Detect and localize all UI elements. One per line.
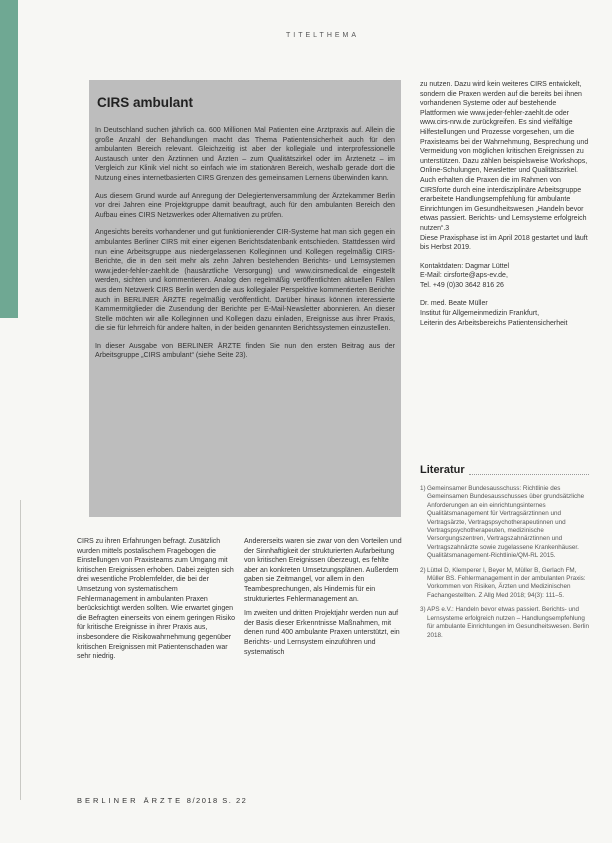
author-institute: Institut für Allgemeinmedizin Frankfurt, [420, 310, 540, 318]
box-title: CIRS ambulant [97, 95, 194, 110]
section-header: TITELTHEMA [286, 32, 360, 39]
article-column-1 [77, 537, 237, 667]
literatur-text: Lüttel D, Klemperer I, Beyer M, Müller B, Gerlach FM, Müller BS. Fehlermanagement in der ambulanten Praxis: Vorkommen von Risiken, Ärzten und Medizinischen Fachangestellten. Z Allg Med 2018; 94(3): 111–5. [427, 566, 586, 599]
literatur-number: 1) [420, 485, 426, 492]
column-paragraph: Andererseits waren sie zwar von den Vorteilen und der Sinnhaftigkeit der strukturierten Aufarbeitung von kritischen Ereignissen überzeugt, es fehlte aber an konkreten Umsetzungsplänen. Außerdem gaben sie Zeitmangel, vor allem in den Teambesprechungen, als Hindernis für ein strukturiertes Fehlermanagement an. [244, 538, 402, 603]
article-column-3 [420, 80, 590, 328]
green-side-bar [0, 0, 18, 318]
contact-phone: Tel. +49 (0)30 3642 816 26 [420, 281, 504, 289]
author-role: Leiterin des Arbeitsbereichs Patientensicherheit [420, 319, 568, 327]
author-name: Dr. med. Beate Müller [420, 300, 488, 308]
box-paragraph: In dieser Ausgabe von BERLINER ÄRZTE finden Sie nun den ersten Beitrag aus der Arbeitsgruppe „CIRS ambulant“ (siehe Seite 23). [95, 341, 395, 360]
column-paragraph: zu nutzen. Dazu wird kein weiteres CIRS entwickelt, sondern die Praxen werden auf die bereits bei ihnen vorhandenen Systeme oder auf bestehende Plattformen wie www.jeder-fehler-zaehlt.de oder www.cirs-nrw.de zurückgreifen. Es sind vielfältige Hilfestellungen und Prozesse vorgesehen, um die Praxisteams bei der Wahrnehmung, Besprechung und Vermeidung von möglichen kritischen Ereignissen zu unterstützen. Dazu zählen beispielsweise Workshops, Online-Schulungen, Newsletter und Qualitätszirkel. Auch erhalten die Praxen die im Rahmen von CIRSforte durch eine interdisziplinäre Arbeitsgruppe erarbeitete Handlungsempfehlung für ambulante Einrichtungen im Gesundheitswesen „Handeln bevor etwas passiert. Berichts- und Lernsysteme erfolgreich nutzen“.3 [420, 81, 589, 232]
literatur-list [420, 485, 592, 646]
literatur-item [420, 606, 592, 640]
column-paragraph: Diese Praxisphase ist im April 2018 gestartet und läuft bis Herbst 2019. [420, 234, 588, 252]
literatur-heading: Literatur [420, 464, 465, 476]
column-paragraph: CIRS zu ihren Erfahrungen befragt. Zusätzlich wurden mittels postalischem Fragebogen die Einstellungen von Praxisteams zum Umgang mit kritischen Ereignissen erhoben. Dabei zeigten sich drei wesentliche Problemfelder, die bei der Umsetzung von systematischem Fehlermanagement in ambulanten Praxen berücksichtigt werden sollten. Wie erwartet gingen die Befragten einerseits von einem geringen Risiko für kritische Ereignisse in ihrer Praxis aus, insbesondere die Risikowahrnehmung gegenüber kritischen Ereignissen mit Patientenschaden war sehr niedrig. [77, 538, 235, 661]
literatur-item [420, 567, 592, 601]
box-paragraph: Angesichts bereits vorhandener und gut funktionierender CIR-Systeme hat man sich gegen ein ambulantes Berliner CIRS mit einer eigenen Berichtsdatenbank entschieden. Stattdessen wird nun eine Arbeitsgruppe aus niedergelassenen Kolleginnen und Kollegen regelmäßig CIRS-Berichte, die in den seit mehr als zehn Jahren bestehenden Berichts- und Lernsystemen www.jeder-fehler-zaehlt.de (hausärztliche Versorgung) und www.cirsmedical.de eingestellt werden, sichten und kommentieren. Analog den regelmäßig veröffentlichten aktuellen Fällen aus dem Netzwerk CIRS Berlin werden die aus kollegialer Perspektive kommentierten Berichte auch in BERLINER ÄRZTE regelmäßig veröffentlicht. Darüber hinaus können interessierte Kammermitglieder die Zusendung der Berichte per E-Mail-Newsletter abonnieren. An dieser Stelle möchten wir alle Kolleginnen und Kollegen dazu einladen, Ereignisse aus ihrer Praxis, die sie für lehrreich für andere halten, in der beiden genannten Berichtssystemen einzustellen. [95, 228, 395, 333]
column-paragraph: Im zweiten und dritten Projektjahr werden nun auf der Basis dieser Erkenntnisse Maßnahmen, mit denen rund 400 ambulante Praxen unterstützt, ein Berichts- und Lernsystem einzuführen und systematisch [244, 610, 400, 656]
box-paragraph: Aus diesem Grund wurde auf Anregung der Delegiertenversammlung der Ärztekammer Berlin vor drei Jahren eine Projektgruppe damit beauftragt, auch für den ambulanten Bereich den Aufbau eines CIRS Netzwerkes oder Alternativen zu prüfen. [95, 191, 395, 219]
issue-page: 8/2018 S. 22 [186, 796, 248, 805]
contact-email: E-Mail: cirsforte@aps-ev.de, [420, 272, 508, 280]
literatur-text: Gemeinsamer Bundesausschuss: Richtlinie des Gemeinsamen Bundesausschusses über grundsätzliche Anforderungen an ein einrichtungsinternes Qualitätsmanagement für Vertragsärztinnen und Vertragsärzte, Vertragspsychotherapeutinnen und Vertragspsychotherapeuten, medizinische Versorgungszentren, Vertragszahnärztinnen und Vertragszahnärzte sowie zugelassene Krankenhäuser. Qualitätsmanagement-Richtlinie/QM-RL 2015. [427, 485, 585, 560]
contact-name: Kontaktdaten: Dagmar Lüttel [420, 262, 510, 270]
page-edge-line [20, 500, 21, 800]
literatur-text: APS e.V.: Handeln bevor etwas passiert. Berichts- und Lernsysteme erfolgreich nutzen – Handlungsempfehlung für ambulante Einrichtungen im Gesundheitswesen. Berlin 2018. [427, 606, 590, 639]
literatur-rule [469, 474, 589, 475]
box-paragraph: In Deutschland suchen jährlich ca. 600 Millionen Mal Patienten eine Arztpraxis auf. Allein die große Anzahl der Behandlungen macht das Thema Patientensicherheit auch für den ambulanten Bereich relevant. Gleichzeitig ist aber der kollegiale und interprofessionelle Austausch unter den Ärztinnen und Ärzten – zum Qualitätszirkel oder im Ärztenetz – im Vergleich zur Klinik viel nicht so einfach wie im stationären Bereich, weshalb gerade dort die Nutzung eines internetbasierten CIRS Grenzen des gemeinsamen Lernens überwinden kann. [95, 126, 395, 182]
literatur-number: 2) [420, 566, 426, 574]
literatur-number: 3) [420, 606, 426, 614]
publication-name: BERLINER ÄRZTE [77, 796, 184, 805]
article-column-2 [244, 537, 404, 662]
literatur-item [420, 485, 592, 561]
box-text [95, 126, 395, 369]
page-footer [77, 796, 247, 805]
